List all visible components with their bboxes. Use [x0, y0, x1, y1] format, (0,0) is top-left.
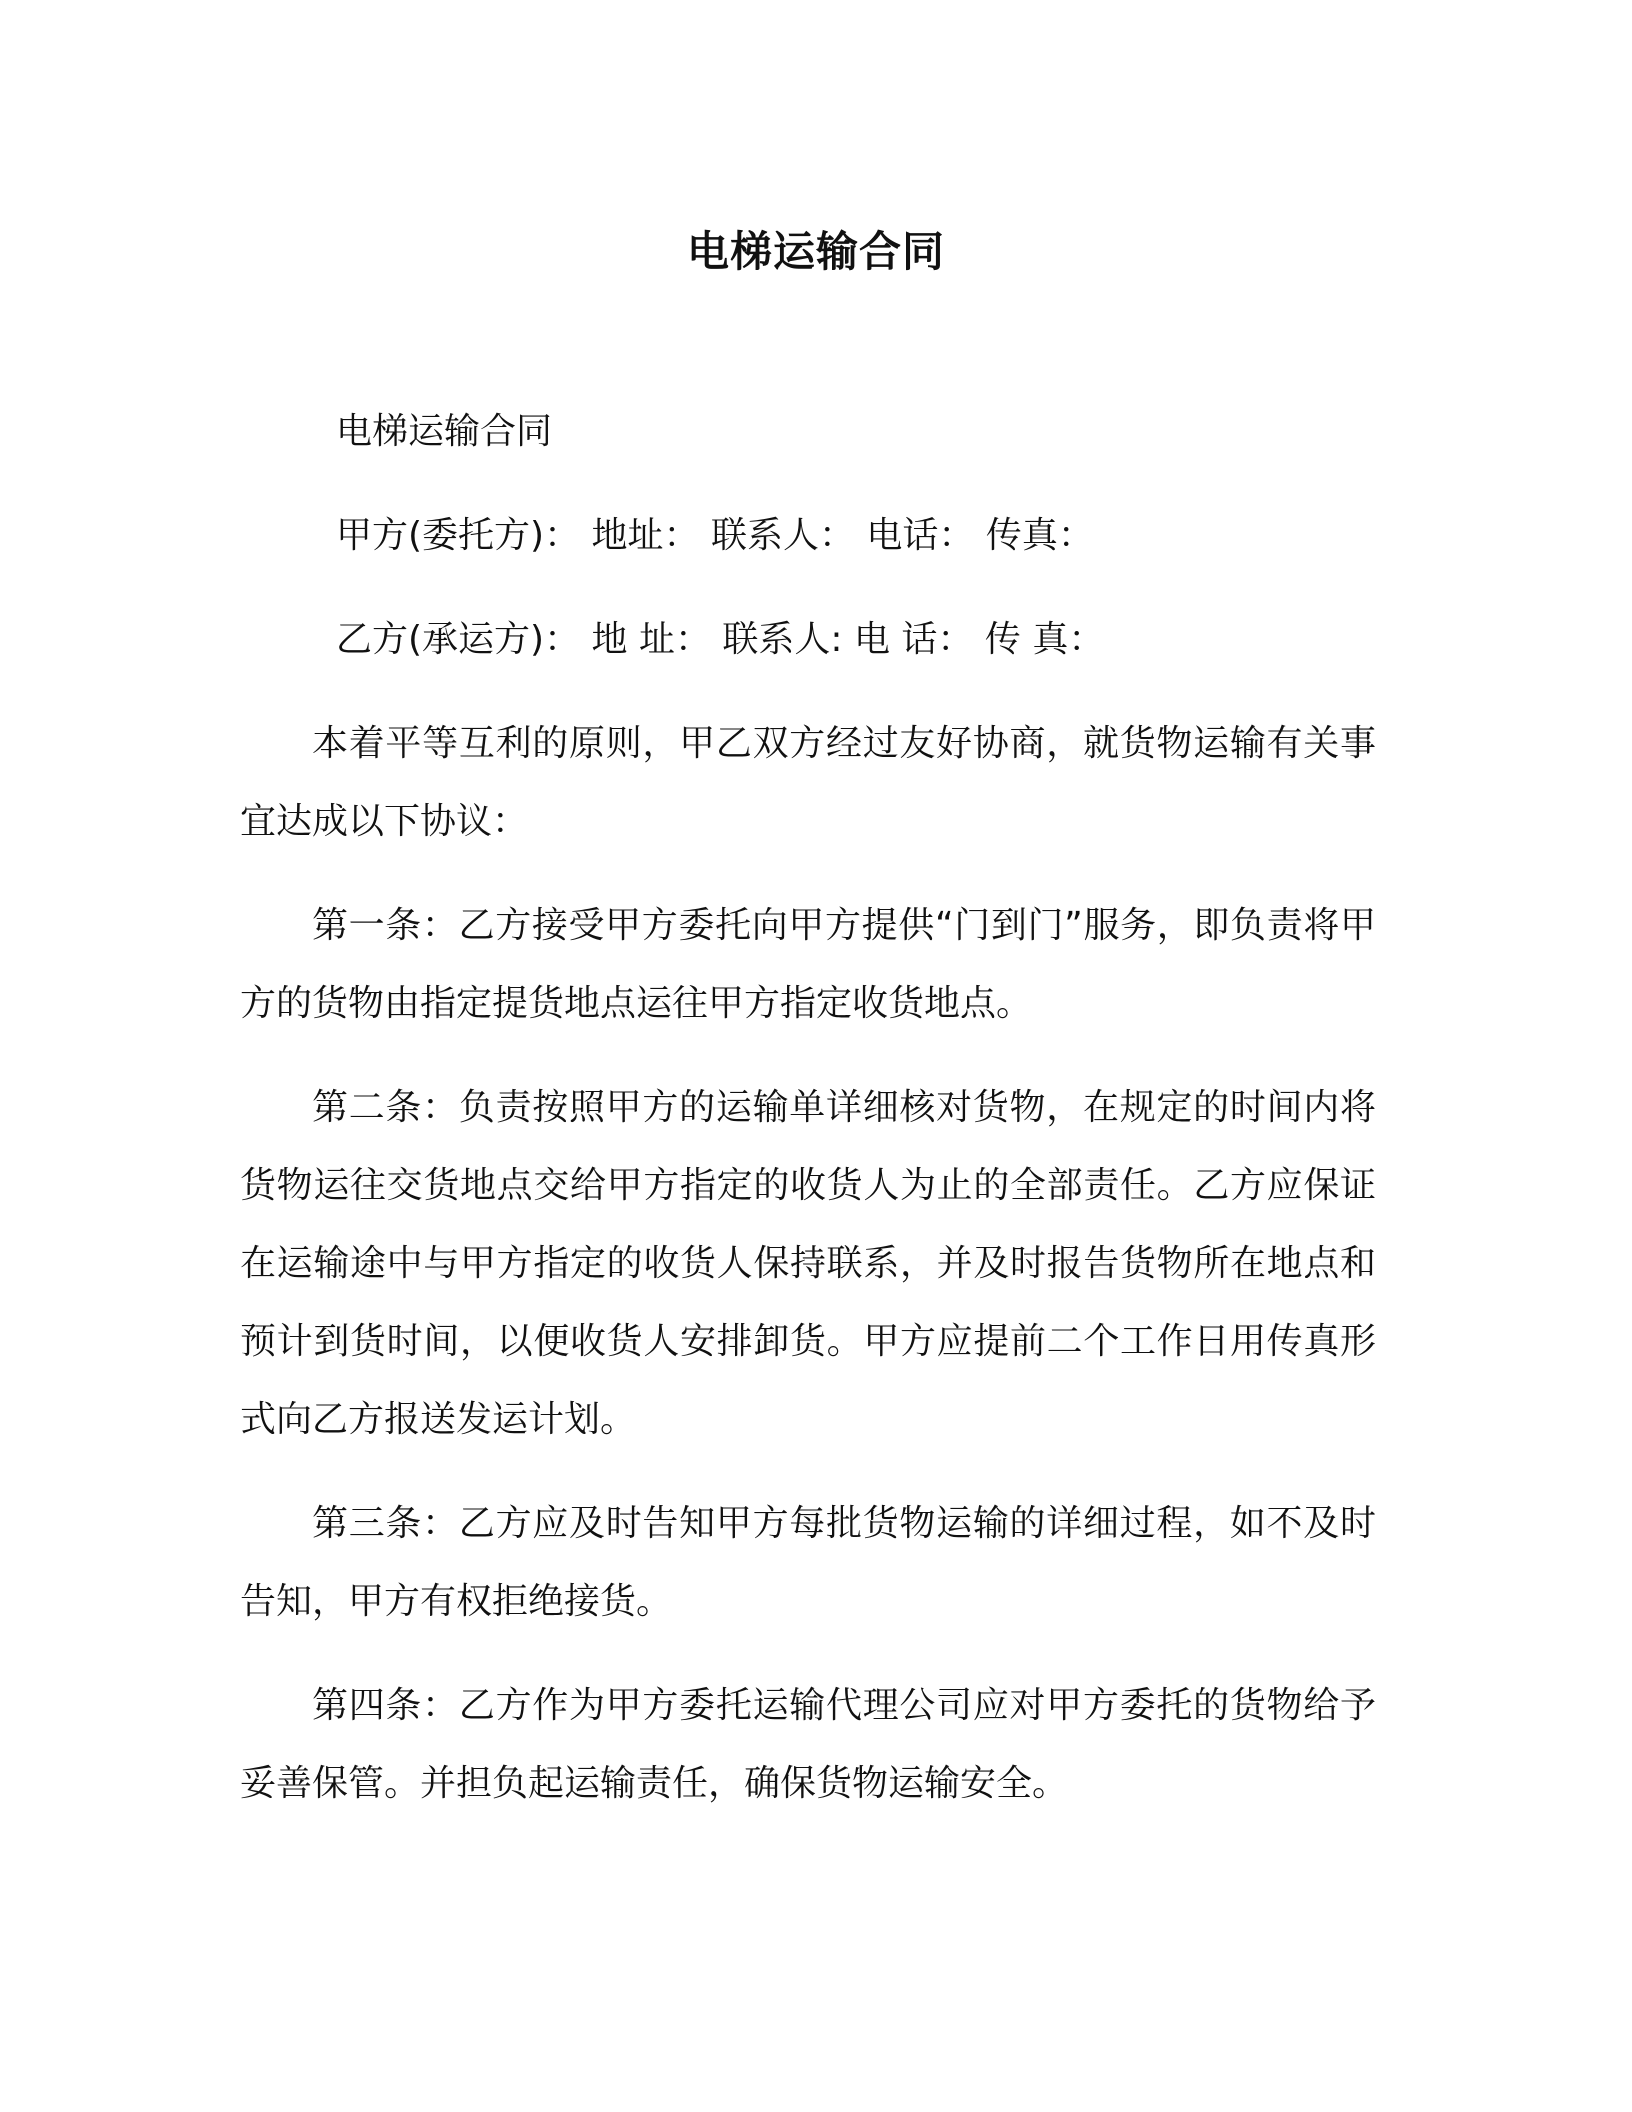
- preamble-paragraph: 本着平等互利的原则，甲乙双方经过友好协商，就货物运输有关事宜达成以下协议：: [240, 723, 1376, 842]
- article-1: 第一条：乙方接受甲方委托向甲方提供“门到门”服务，即负责将甲方的货物由指定提货地点运往甲方指定收货地点。: [240, 905, 1376, 1024]
- article-2: 第二条：负责按照甲方的运输单详细核对货物，在规定的时间内将货物运往交货地点交给甲方指定的收货人为止的全部责任。乙方应保证在运输途中与甲方指定的收货人保持联系，并及时报告货物所在地点和预计到货时间，以便收货人安排卸货。甲方应提前二个工作日用传真形式向乙方报送发运计划。: [240, 1087, 1376, 1440]
- party-b-line: 乙方(承运方)： 地 址： 联系人: 电 话： 传 真：: [336, 619, 1105, 660]
- document-title: 电梯运输合同: [686, 227, 945, 276]
- article-3: 第三条：乙方应及时告知甲方每批货物运输的详细过程，如不及时告知，甲方有权拒绝接货。: [240, 1503, 1376, 1622]
- article-4: 第四条：乙方作为甲方委托运输代理公司应对甲方委托的货物给予妥善保管。并担负起运输责任，确保货物运输安全。: [240, 1685, 1376, 1804]
- contract-subtitle: 电梯运输合同: [336, 411, 553, 452]
- document-body: [240, 393, 1376, 1849]
- party-a-line: 甲方(委托方)： 地址： 联系人： 电话： 传真：: [336, 515, 1094, 556]
